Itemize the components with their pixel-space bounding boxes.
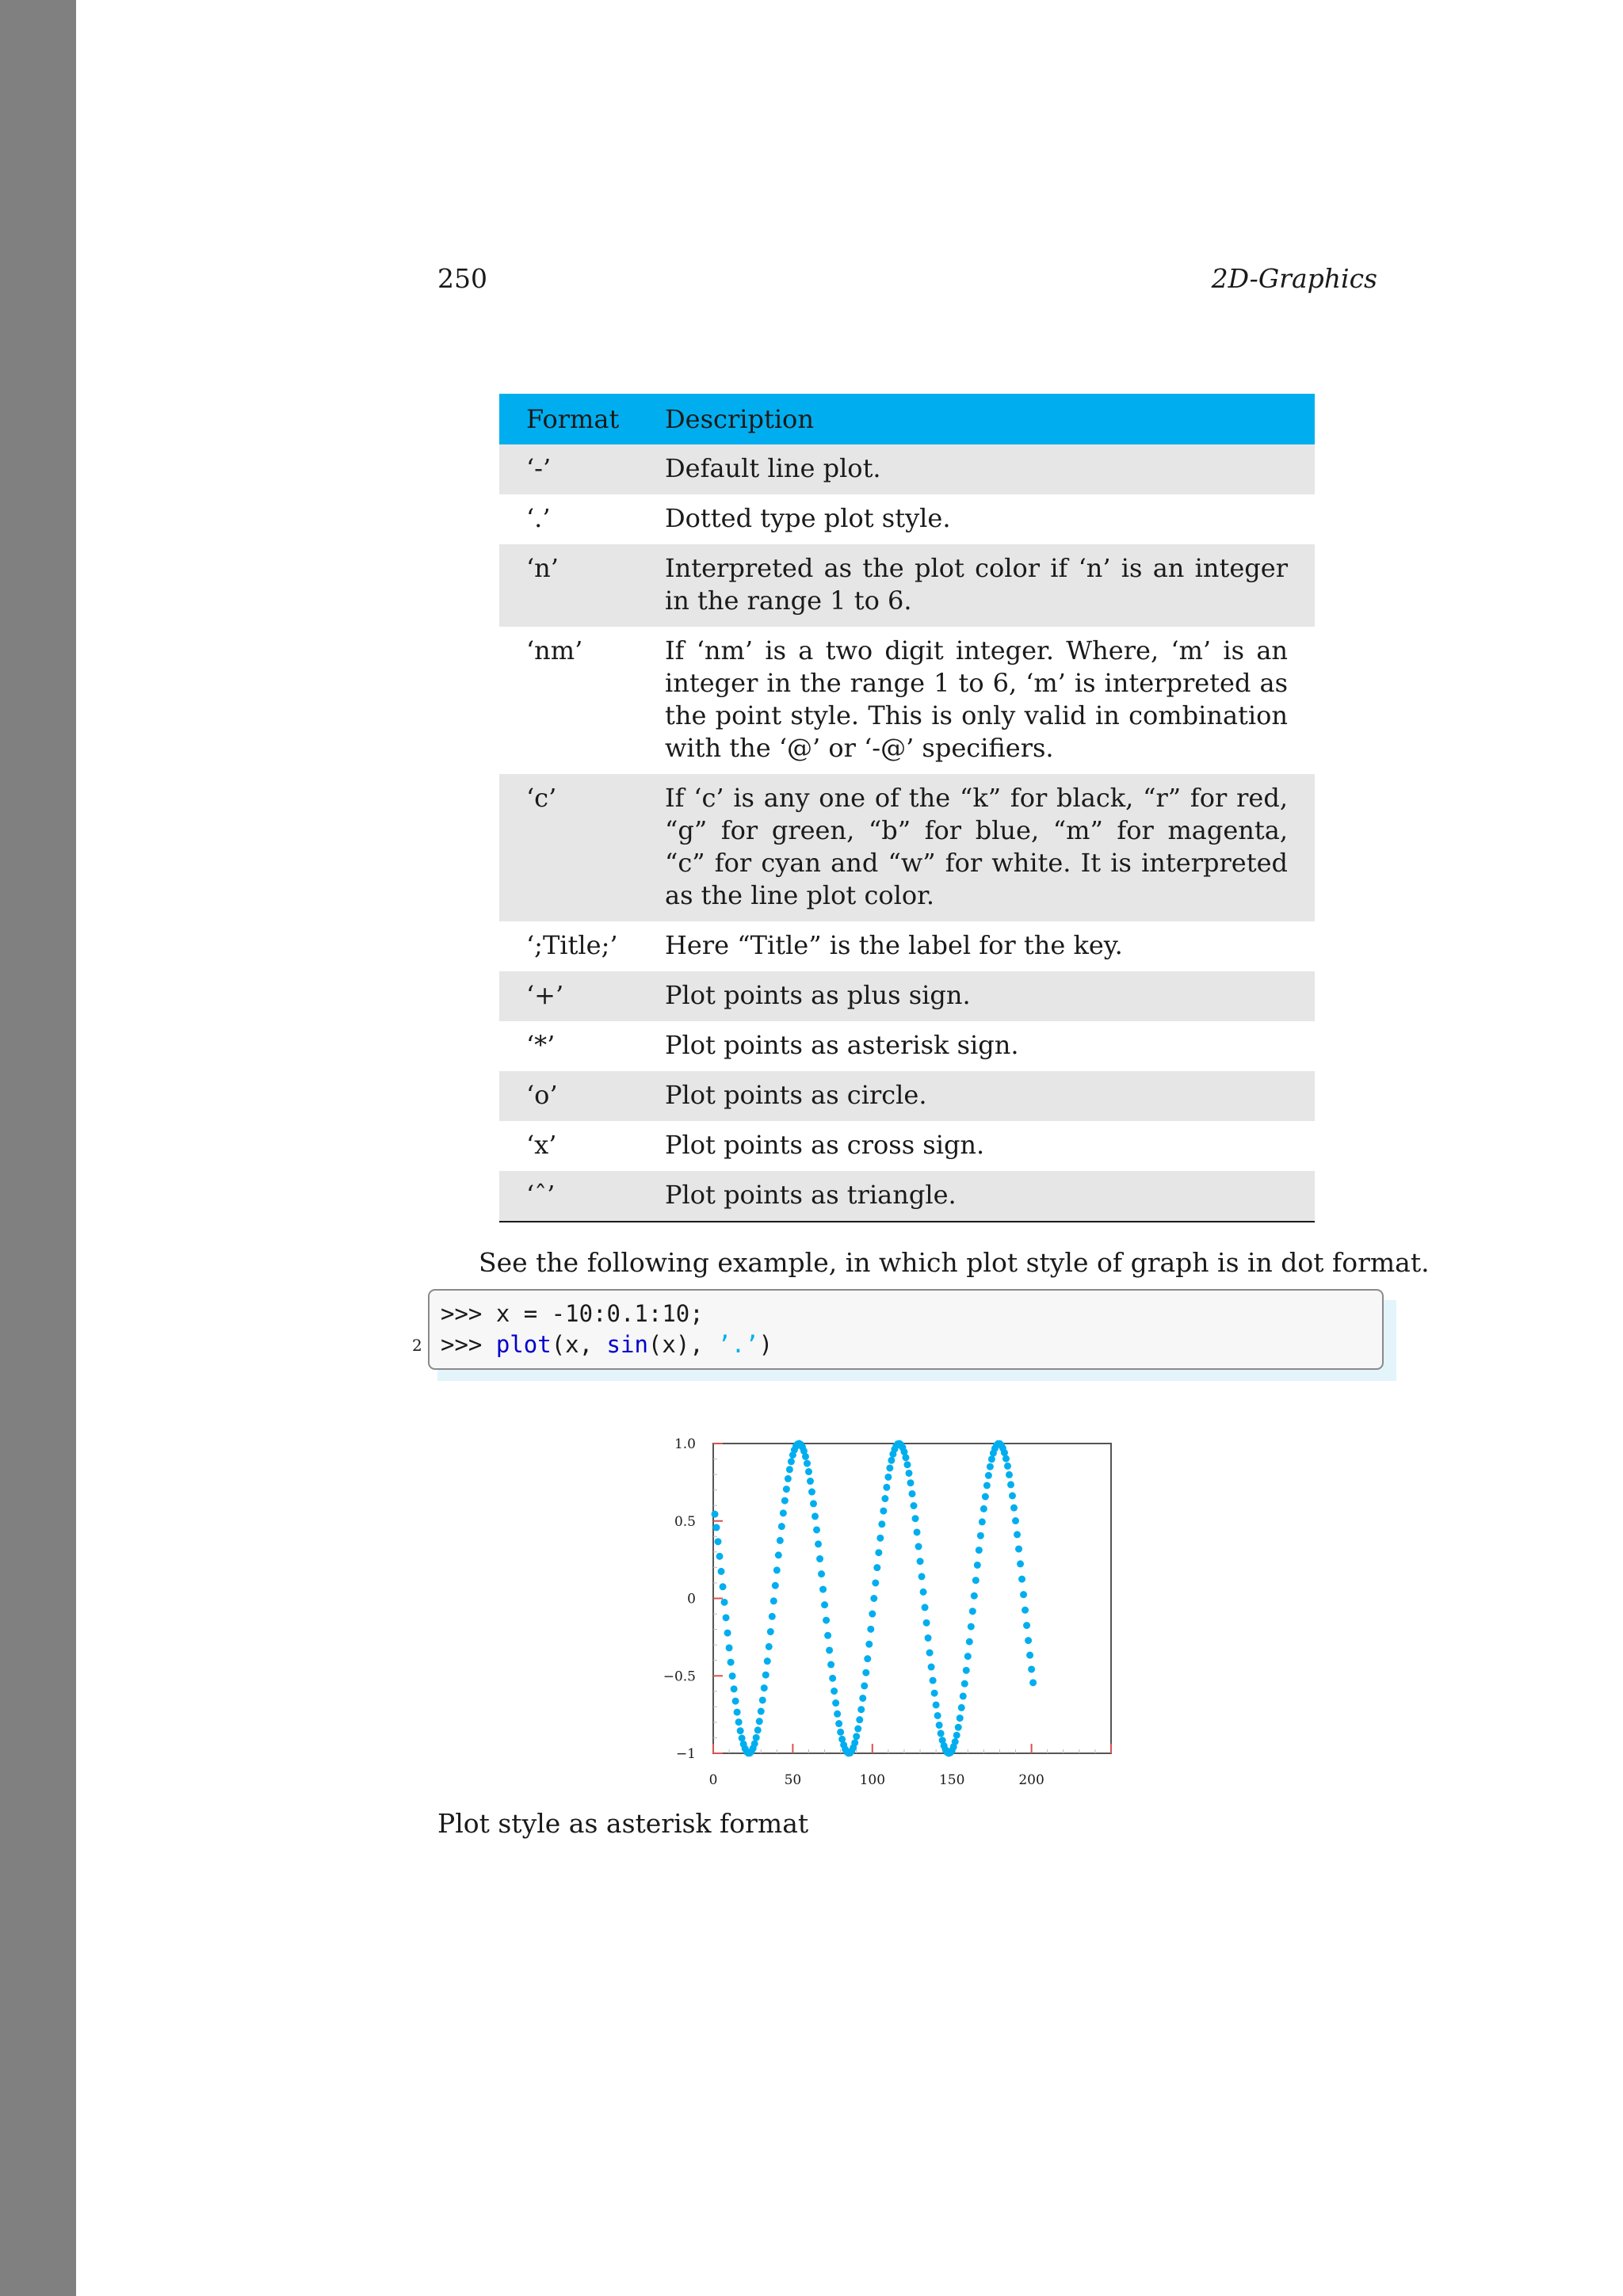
data-point [931, 1690, 938, 1697]
data-point [1002, 1455, 1010, 1463]
data-point [720, 1583, 727, 1590]
data-point [753, 1734, 760, 1741]
data-point [734, 1709, 741, 1716]
data-point [824, 1632, 831, 1639]
data-point [861, 1682, 868, 1689]
description-cell: Default line plot. [665, 444, 1315, 494]
data-point [767, 1628, 774, 1635]
data-point [835, 1720, 842, 1727]
data-point [983, 1482, 991, 1489]
table-row [499, 1021, 1315, 1071]
table-row [499, 627, 1315, 774]
data-point [930, 1677, 937, 1684]
column-header-description: Description [665, 394, 1315, 444]
data-point [972, 1577, 980, 1584]
data-point [918, 1573, 926, 1580]
data-point [934, 1712, 941, 1719]
data-point [933, 1701, 940, 1708]
x-tick-label: 200 [1018, 1772, 1044, 1788]
x-tick-label: 0 [708, 1772, 718, 1788]
data-point [1028, 1665, 1035, 1672]
data-point [726, 1644, 733, 1651]
data-point [812, 1512, 819, 1520]
format-cell: ‘*’ [526, 1030, 556, 1060]
data-point [781, 1497, 789, 1505]
data-point [821, 1601, 828, 1608]
data-point [777, 1537, 784, 1544]
data-point [867, 1626, 874, 1633]
data-point [911, 1502, 918, 1509]
data-point [964, 1653, 972, 1660]
code-args: (x), [647, 1331, 718, 1358]
code-function-sin: sin [606, 1331, 648, 1358]
table-row [499, 971, 1315, 1021]
data-point [778, 1523, 785, 1530]
data-point [976, 1547, 983, 1554]
data-point [731, 1685, 738, 1692]
data-point [952, 1738, 959, 1745]
data-point [772, 1582, 779, 1589]
format-cell: ‘c’ [499, 774, 665, 921]
description-cell: Plot points as asterisk sign. [665, 1030, 1019, 1060]
left-gutter-bar [0, 0, 76, 2296]
data-point [721, 1599, 728, 1606]
x-tick-label: 100 [859, 1772, 886, 1788]
data-point [872, 1579, 879, 1586]
code-close-paren: ) [758, 1331, 773, 1358]
data-point [823, 1617, 830, 1624]
description-cell: Plot points as triangle. [665, 1171, 1315, 1222]
data-point [762, 1672, 769, 1679]
data-point [905, 1470, 912, 1477]
data-point [816, 1555, 823, 1562]
y-tick-label: −1 [675, 1746, 696, 1762]
table-row [499, 1121, 1315, 1171]
data-point [886, 1464, 893, 1471]
data-point [802, 1453, 809, 1460]
description-cell: Interpreted as the plot color if ‘n’ is an integer in the range 1 to 6. [665, 544, 1315, 627]
data-point [854, 1726, 861, 1733]
data-point [729, 1672, 736, 1680]
data-point [831, 1688, 838, 1695]
data-point [758, 1708, 765, 1715]
y-tick-label: 0 [687, 1591, 696, 1608]
data-point [957, 1714, 964, 1722]
data-point [851, 1739, 858, 1746]
data-point [980, 1505, 987, 1512]
y-tick-label: −0.5 [663, 1669, 696, 1685]
y-tick-label: 0.5 [674, 1513, 696, 1530]
data-point [880, 1508, 887, 1515]
data-point [864, 1655, 871, 1662]
data-point [735, 1718, 743, 1726]
data-point [915, 1543, 922, 1550]
description-cell: If ‘c’ is any one of the “k” for black, “r” for red, “g” for green, “b” for blue, “m” for magenta, “c” for cyan and “w” for white. It is interpreted as the line plot color. [665, 774, 1315, 921]
data-point [804, 1460, 811, 1467]
data-point [808, 1489, 815, 1496]
data-point [1009, 1492, 1016, 1499]
data-point [1004, 1463, 1011, 1470]
table-row [499, 544, 1315, 627]
format-cell: ‘;Title;’ [526, 930, 618, 960]
data-point [857, 1706, 865, 1713]
data-point [903, 1461, 911, 1468]
description-cell: If ‘nm’ is a two digit integer. Where, ‘m’ is an integer in the range 1 to 6, ‘m’ is interpreted as the point style. This is only valid in combination with the ‘@’ or ‘-@’ specifiers. [665, 635, 1288, 763]
x-tick-label: 50 [784, 1772, 802, 1788]
format-cell: ‘.’ [526, 503, 551, 533]
data-point [988, 1455, 995, 1463]
data-point [870, 1595, 877, 1602]
data-point [761, 1684, 768, 1691]
data-point [834, 1711, 841, 1718]
data-point [925, 1634, 932, 1642]
data-point [938, 1730, 945, 1737]
code-function-plot: plot [495, 1331, 552, 1358]
code-prompt: >>> [441, 1331, 496, 1358]
data-point [713, 1524, 720, 1531]
data-point [907, 1479, 914, 1486]
data-point [1029, 1679, 1037, 1686]
figure-caption: Plot style as asterisk format [437, 1808, 809, 1839]
description-cell: Here “Title” is the label for the key. [665, 930, 1123, 960]
data-point [732, 1698, 739, 1705]
page-number: 250 [437, 263, 487, 294]
description-cell: Plot points as cross sign. [665, 1130, 985, 1160]
data-point [829, 1675, 836, 1682]
data-point [884, 1474, 892, 1481]
data-point [716, 1553, 724, 1560]
data-point [739, 1734, 746, 1741]
format-cell: ‘x’ [526, 1130, 557, 1160]
data-point [751, 1740, 758, 1747]
data-point [971, 1592, 978, 1600]
data-point [974, 1562, 981, 1569]
table-row [499, 921, 1315, 971]
data-point [875, 1549, 882, 1556]
x-tick-label: 150 [938, 1772, 965, 1788]
data-point [1014, 1531, 1021, 1538]
y-tick-label: 1.0 [674, 1436, 696, 1452]
data-point [1020, 1591, 1027, 1598]
data-point [936, 1722, 943, 1729]
data-point [963, 1667, 970, 1674]
format-cell: ‘ˆ’ [499, 1171, 665, 1222]
data-point [1022, 1607, 1029, 1614]
data-point [1006, 1471, 1013, 1478]
data-point [876, 1535, 884, 1542]
data-point [826, 1646, 833, 1653]
data-point [764, 1657, 771, 1665]
data-point [810, 1500, 817, 1507]
data-point [985, 1472, 992, 1479]
data-point [917, 1558, 924, 1565]
sine-dot-plot [634, 1422, 1125, 1794]
data-point [1015, 1546, 1022, 1553]
running-title: 2D-Graphics [1211, 263, 1377, 294]
data-point [718, 1568, 725, 1575]
data-point [979, 1518, 986, 1525]
data-point [883, 1484, 890, 1491]
data-point [819, 1586, 827, 1593]
data-point [712, 1511, 719, 1518]
data-point [805, 1468, 812, 1475]
data-point [914, 1528, 921, 1535]
data-point [966, 1638, 973, 1646]
data-point [780, 1509, 787, 1516]
data-point [862, 1669, 869, 1676]
code-args: (x, [551, 1331, 607, 1358]
data-point [837, 1729, 844, 1736]
data-point [727, 1659, 735, 1666]
format-table [499, 394, 1315, 1222]
table-row [499, 1071, 1315, 1121]
data-point [723, 1614, 730, 1621]
format-cell: ‘+’ [499, 971, 665, 1021]
column-header-format: Format [499, 394, 665, 444]
table-header-row [499, 394, 1315, 444]
table-row [499, 494, 1315, 544]
description-cell: Plot points as plus sign. [665, 971, 1315, 1021]
data-point [1010, 1505, 1018, 1512]
data-point [987, 1463, 994, 1470]
description-cell: Plot points as circle. [665, 1071, 1315, 1121]
data-point [769, 1613, 776, 1620]
data-point [926, 1650, 934, 1657]
data-point [766, 1643, 773, 1650]
data-point [1018, 1576, 1025, 1583]
data-point [756, 1718, 763, 1725]
data-point [813, 1526, 820, 1533]
data-point [773, 1566, 781, 1573]
table-row [499, 444, 1315, 494]
table-row [499, 774, 1315, 921]
data-point [788, 1458, 795, 1465]
data-point [785, 1475, 792, 1482]
data-point [856, 1716, 863, 1723]
data-point [902, 1454, 909, 1461]
data-point [827, 1661, 834, 1669]
data-point [754, 1726, 762, 1733]
code-string-literal: ’.’ [717, 1331, 759, 1358]
data-point [815, 1540, 822, 1547]
code-line-2 [441, 1331, 773, 1358]
data-point [1017, 1560, 1024, 1567]
data-point [928, 1664, 935, 1671]
data-point [977, 1532, 984, 1539]
data-point [818, 1570, 825, 1577]
data-point [982, 1493, 989, 1501]
data-point [724, 1630, 731, 1637]
data-point [865, 1641, 873, 1648]
code-line-1: >>> x = -10:0.1:10; [441, 1300, 704, 1327]
data-point [1026, 1652, 1033, 1659]
data-point [783, 1486, 790, 1493]
data-point [953, 1732, 960, 1739]
data-point [807, 1478, 814, 1485]
data-point [1012, 1517, 1019, 1524]
data-point [1023, 1622, 1030, 1629]
format-cell: ‘nm’ [526, 635, 583, 666]
data-point [922, 1604, 929, 1611]
data-point [770, 1597, 777, 1604]
data-point [878, 1520, 885, 1527]
data-point [853, 1733, 860, 1740]
code-line-number: 2 [412, 1336, 422, 1355]
data-point [881, 1495, 888, 1502]
data-point [869, 1611, 876, 1618]
data-point [775, 1551, 782, 1558]
data-point [912, 1515, 919, 1522]
data-point [888, 1457, 895, 1464]
format-cell: ‘o’ [499, 1071, 665, 1121]
data-point [873, 1564, 880, 1571]
data-point [1025, 1637, 1032, 1644]
data-point [958, 1704, 965, 1711]
data-point [832, 1699, 839, 1707]
intro-paragraph: See the following example, in which plot style of graph is in dot format. [479, 1247, 1430, 1278]
format-cell: ‘-’ [499, 444, 665, 494]
data-point [1007, 1481, 1014, 1488]
data-point [920, 1589, 927, 1596]
data-point [759, 1696, 766, 1703]
data-point [955, 1724, 962, 1731]
data-point [715, 1538, 722, 1545]
table-row [499, 1171, 1315, 1222]
data-point [1001, 1449, 1008, 1456]
data-point [961, 1680, 968, 1688]
data-point [859, 1695, 866, 1702]
data-point [909, 1490, 916, 1497]
data-point [786, 1466, 793, 1473]
data-point [960, 1692, 967, 1699]
description-cell: Dotted type plot style. [665, 503, 951, 533]
format-cell: ‘n’ [499, 544, 665, 627]
data-point [737, 1727, 744, 1734]
data-point [923, 1619, 930, 1627]
data-point [968, 1623, 975, 1630]
data-point [969, 1608, 976, 1615]
